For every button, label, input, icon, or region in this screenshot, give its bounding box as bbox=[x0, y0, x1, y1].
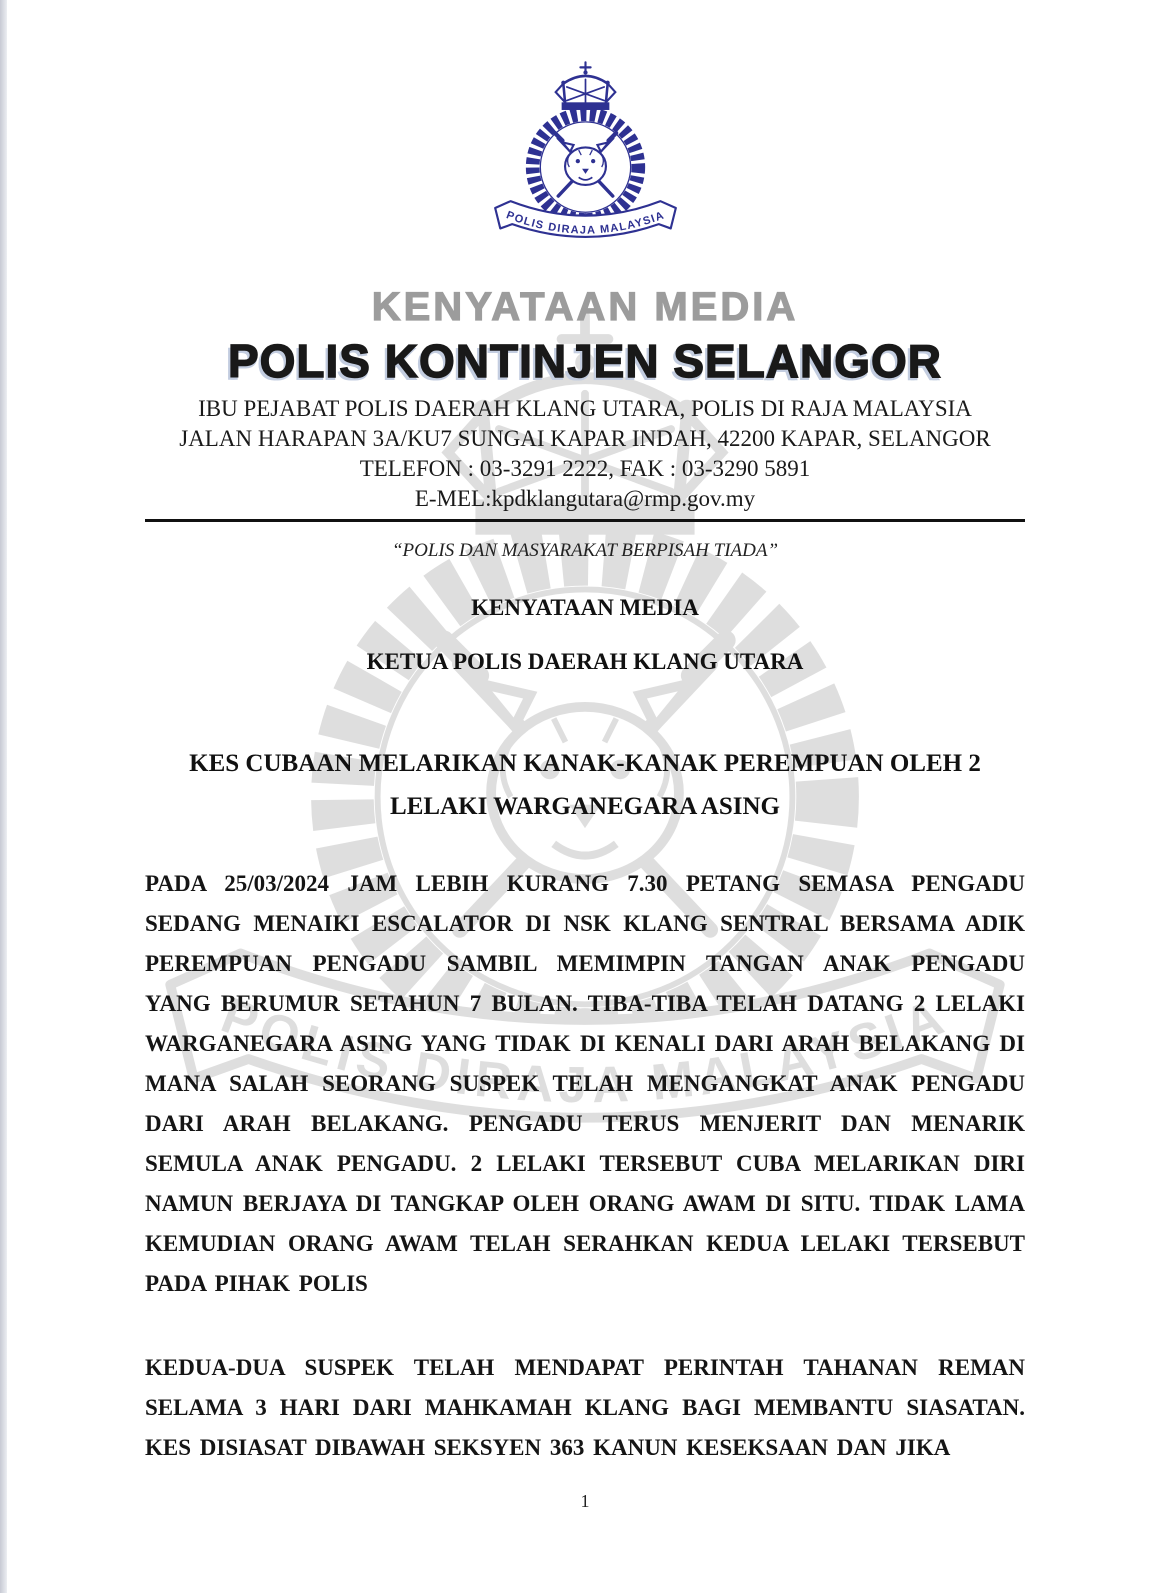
header-divider bbox=[145, 519, 1025, 522]
scan-edge-shadow bbox=[0, 0, 7, 1593]
phone-fax-line: TELEFON : 03-3291 2222, FAK : 03-3290 5891 bbox=[359, 456, 811, 481]
body-paragraph-2: KEDUA-DUA SUSPEK TELAH MENDAPAT PERINTAH TAHANAN REMAN SELAMA 3 HARI DARI MAHKAMAH KLANG BAGI MEMBANTU SIASATAN. KES DISIASAT DIBAWAH SEKSYEN 363 KANUN KESEKSAAN DAN JIKA bbox=[145, 1355, 1025, 1460]
body-paragraph-1: PADA 25/03/2024 JAM LEBIH KURANG 7.30 PETANG SEMASA PENGADU SEDANG MENAIKI ESCALATOR DI NSK KLANG SENTRAL BERSAMA ADIK PEREMPUAN PENGADU SAMBIL MEMIMPIN TANGAN ANAK PENGADU YANG BERUMUR SETAHUN 7 BULAN. TIBA-TIBA TELAH DATANG 2 LELAKI WARGANEGARA ASING YANG TIDAK DI KENALI DARI ARAH BELAKANG DI MANA SALAH SEORANG SUSPEK TELAH MENGANGKAT ANAK PENGADU DARI ARAH BELAKANG. PENGADU TERUS MENJERIT DAN MENARIK SEMULA ANAK PENGADU. 2 LELAKI TERSEBUT CUBA MELARIKAN DIRI NAMUN BERJAYA DI TANGKAP OLEH ORANG AWAM DI SITU. TIDAK LAMA KEMUDIAN ORANG AWAM TELAH SERAHKAN KEDUA LELAKI TERSEBUT PADA PIHAK POLIS bbox=[145, 871, 1025, 1296]
email-line: E-MEL:kpdklangutara@rmp.gov.my bbox=[414, 486, 756, 511]
document-title: KES CUBAAN MELARIKAN KANAK-KANAK PEREMPUAN OLEH 2 LELAKI WARGANEGARA ASING bbox=[189, 750, 981, 820]
page-number: 1 bbox=[580, 1491, 590, 1511]
subheading-ketua-polis: KETUA POLIS DAERAH KLANG UTARA bbox=[366, 649, 804, 674]
document-content bbox=[0, 58, 1170, 1468]
pdrm-crest-icon bbox=[483, 58, 688, 254]
org-name: POLIS KONTINJEN SELANGOR bbox=[227, 335, 943, 387]
motto: “POLIS DAN MASYARAKAT BERPISAH TIADA” bbox=[391, 540, 779, 561]
media-statement-eyebrow: KENYATAAN MEDIA bbox=[371, 285, 799, 329]
letterhead-address bbox=[145, 394, 1025, 514]
address-line-1: IBU PEJABAT POLIS DAERAH KLANG UTARA, POLIS DI RAJA MALAYSIA bbox=[198, 396, 972, 421]
address-line-2: JALAN HARAPAN 3A/KU7 SUNGAI KAPAR INDAH, 42200 KAPAR, SELANGOR bbox=[179, 426, 991, 451]
subheading-kenyataan-media: KENYATAAN MEDIA bbox=[471, 595, 699, 620]
